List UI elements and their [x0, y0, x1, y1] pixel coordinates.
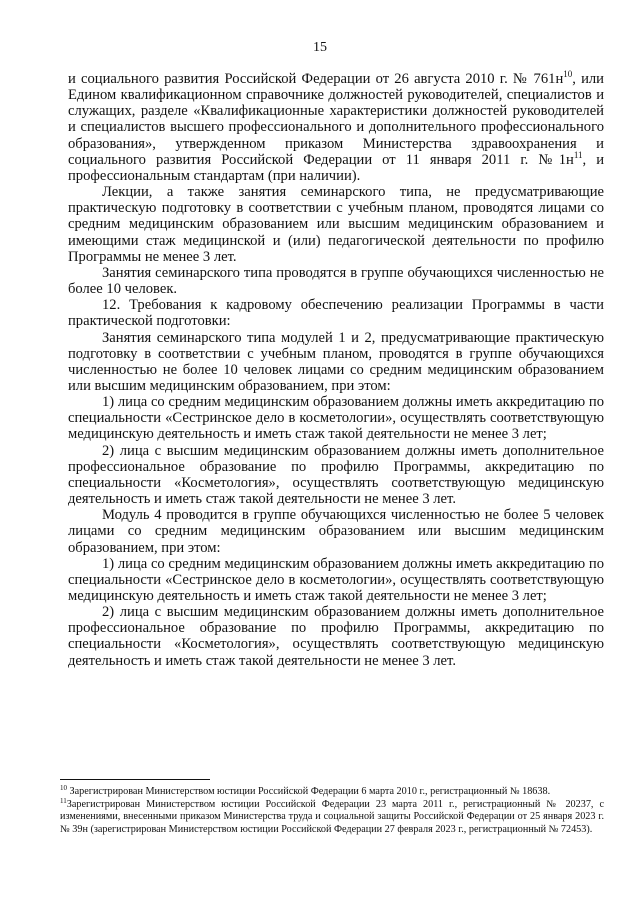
footnote-text: Зарегистрирован Министерством юстиции Российской Федерации 6 марта 2010 г., регистрационный № 18638.: [67, 786, 551, 797]
footnote-ref-10: 10: [563, 69, 573, 79]
footnote-text: Зарегистрирован Министерством юстиции Российской Федерации 23 марта 2011 г., регистрационный № 20237, с изменениями, внесенными приказом Министерства труда и социальной защиты Российской Федерации от 25 января 2023 г. № 39н (зарегистрирован Министерством юстиции Российской Федерации 27 февраля 2023 г., регистрационный № 72453).: [60, 798, 604, 835]
footnote-divider: [60, 779, 210, 780]
paragraph-text: , или Едином квалификационном справочнике должностей руководителей, специалистов и служащих, разделе «Квалификационные характеристики должностей руководителей и специалистов высшего профессионального и дополнительного профессионального образования», утвержденном приказом Министерства здравоохранения и социального развития Российской Федерации от 11 января 2011 г. №1н: [68, 71, 604, 168]
paragraph-text: и социального развития Российской Федерации от 26 августа 2010 г. № 761н: [68, 71, 564, 87]
paragraph-continuation: [68, 71, 604, 184]
paragraph-modules-1-2: Занятия семинарского типа модулей 1 и 2, предусматривающие практическую подготовку в соответствии с учебным планом, проводятся в группе обучающихся численностью не более 10 человек лицами со средним медицинским образованием или высшим медицинским образованием, при этом:: [68, 329, 604, 394]
body-text: [68, 71, 604, 669]
footnotes: [60, 786, 604, 836]
paragraph-module-4: Модуль 4 проводится в группе обучающихся численностью не более 5 человек лицами со средним медицинским образованием или высшим медицинским образованием, при этом:: [68, 507, 604, 556]
footnote-mark: 10: [60, 784, 67, 792]
footnote-ref-11: 11: [573, 149, 583, 160]
page-number: 15: [313, 40, 327, 55]
footnote-mark: 11: [60, 796, 67, 805]
paragraph-item-2-module-4: 2) лица с высшим медицинским образованием должны иметь дополнительное профессиональное образование по профилю Программы, аккредитацию по специальности «Косметология», осуществлять соответствующую медицинскую деятельность и иметь стаж такой деятельности не менее 3 лет.: [68, 604, 604, 669]
paragraph-item-2: 2) лица с высшим медицинским образованием должны иметь дополнительное профессиональное образование по профилю Программы, аккредитацию по специальности «Косметология», осуществлять соответствующую медицинскую деятельность и иметь стаж такой деятельности не менее 3 лет.: [68, 442, 604, 508]
paragraph-text: , и профессиональным стандартам (при наличии).: [68, 151, 605, 184]
footnote-11: [60, 796, 604, 837]
paragraph-seminar-group: Занятия семинарского типа проводятся в группе обучающихся численностью не более 10 человек.: [68, 264, 604, 298]
paragraph-section-12: 12. Требования к кадровому обеспечению реализации Программы в части практической подготовки:: [68, 297, 604, 330]
paragraph-lectures: Лекции, а также занятия семинарского типа, не предусматривающие практическую подготовку в соответствии с учебным планом, проводятся лицами со средним медицинским образованием или высшим медицинским образованием и имеющими стаж медицинской и (или) педагогической деятельности по профилю Программы не менее 3 лет.: [68, 184, 604, 265]
paragraph-item-1-module-4: 1) лица со средним медицинским образованием должны иметь аккредитацию по специальности «Сестринское дело в косметологии», осуществлять соответствующую медицинскую деятельность и иметь стаж такой деятельности не менее 3 лет;: [68, 555, 604, 604]
footnote-10: [60, 786, 604, 799]
paragraph-item-1: 1) лица со средним медицинским образованием должны иметь аккредитацию по специальности «Сестринское дело в косметологии», осуществлять соответствующую медицинскую деятельность и иметь стаж такой деятельности не менее 3 лет;: [68, 394, 604, 443]
